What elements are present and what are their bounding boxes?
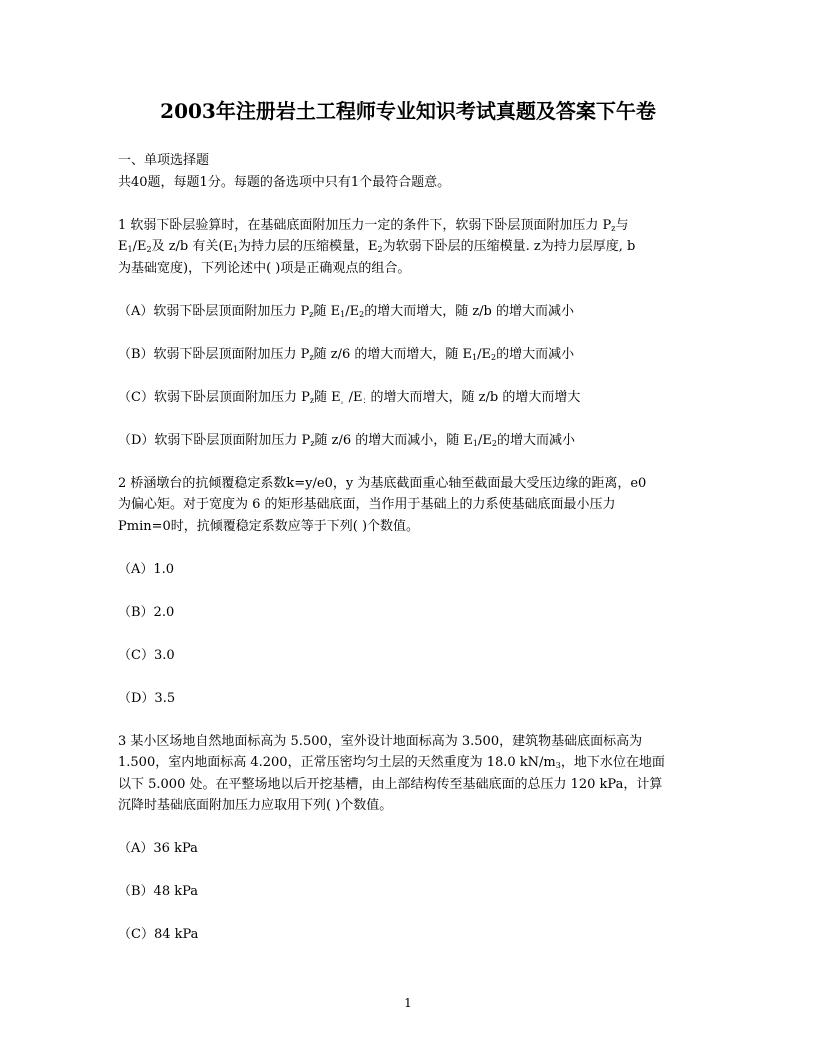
q1-option-c: （C）软弱下卧层顶面附加压力 $P_z$随 $E_。/E_:$的增大而增大，随 z/b 的增大而增大 — [118, 389, 581, 405]
q2-stem-line3: Pmin=0时，抗倾覆稳定系数应等于下列( )个数值。 — [118, 518, 420, 534]
document-body — [118, 150, 698, 946]
q1-stem-line2: $E_1/E_2$及 z/b 有关($E_1$为持力层的压缩模量，$E_2$为软弱下卧层的压缩模量. z为持力层厚度, b — [118, 239, 636, 254]
q3-stem-line4: 沉降时基础底面附加压力应取用下列( )个数值。 — [118, 798, 393, 813]
q3-stem-line3: 以下 5.000 处。在平整场地以后开挖基槽，由上部结构传至基础底面的总压力 120 kPa，计算 — [118, 776, 663, 792]
q1-option-a: （A）软弱下卧层顶面附加压力 $P_z$随 $E_1/E_2$的增大而增大，随 z/b 的增大而减小 — [118, 303, 575, 319]
q1-option-d: （D）软弱下卧层顶面附加压力 $P_z$随 z/6 的增大而减小，随 $E_1/E_2$的增大而减小 — [118, 432, 575, 448]
q1-stem-line3: 为基础宽度)，下列论述中( )项是正确观点的组合。 — [118, 260, 411, 276]
q2-option-d: （D）3.5 — [118, 690, 176, 706]
section-heading: 一、单项选择题 — [118, 153, 210, 168]
q3-stem-line1: 3 某小区场地自然地面标高为 5.500，室外设计地面标高为 3.500，建筑物基础底面标高为 — [118, 733, 643, 749]
q2-stem-line1: 2 桥涵墩台的抗倾覆稳定系数k=y/e0，y 为基底截面重心轴至截面最大受压边缘的距离，e0 — [118, 475, 647, 491]
q2-option-c: （C）3.0 — [118, 647, 175, 663]
q3-option-a: （A）36 kPa — [118, 841, 198, 856]
page-title: 2003年注册岩土工程师专业知识考试真题及答案下午卷 — [160, 99, 656, 123]
section-instructions: 共40题，每题1分。每题的备选项中只有1个最符合题意。 — [118, 174, 451, 190]
q2-option-b: （B）2.0 — [118, 604, 175, 620]
q1-stem-line1: 1 软弱下卧层验算时，在基础底面附加压力一定的条件下，软弱下卧层顶面附加压力 $P_z$与 — [118, 217, 629, 233]
page-number: 1 — [404, 996, 412, 1010]
q3-stem-line2: 1.500，室内地面标高 4.200，正常压密均匀土层的天然重度为 18.0 $kN/m_3$，地下水位在地面 — [118, 755, 665, 770]
q2-stem-line2: 为偏心矩。对于宽度为 6 的矩形基础底面，当作用于基础上的力系使基础底面最小压力 — [118, 497, 616, 512]
q3-option-c: （C）84 kPa — [118, 927, 199, 942]
q3-option-b: （B）48 kPa — [118, 884, 199, 899]
q1-option-b: （B）软弱下卧层顶面附加压力 $P_z$随 z/6 的增大而增大，随 $E_1/E_2$的增大而减小 — [118, 346, 575, 362]
q2-option-a: （A）1.0 — [118, 561, 175, 577]
